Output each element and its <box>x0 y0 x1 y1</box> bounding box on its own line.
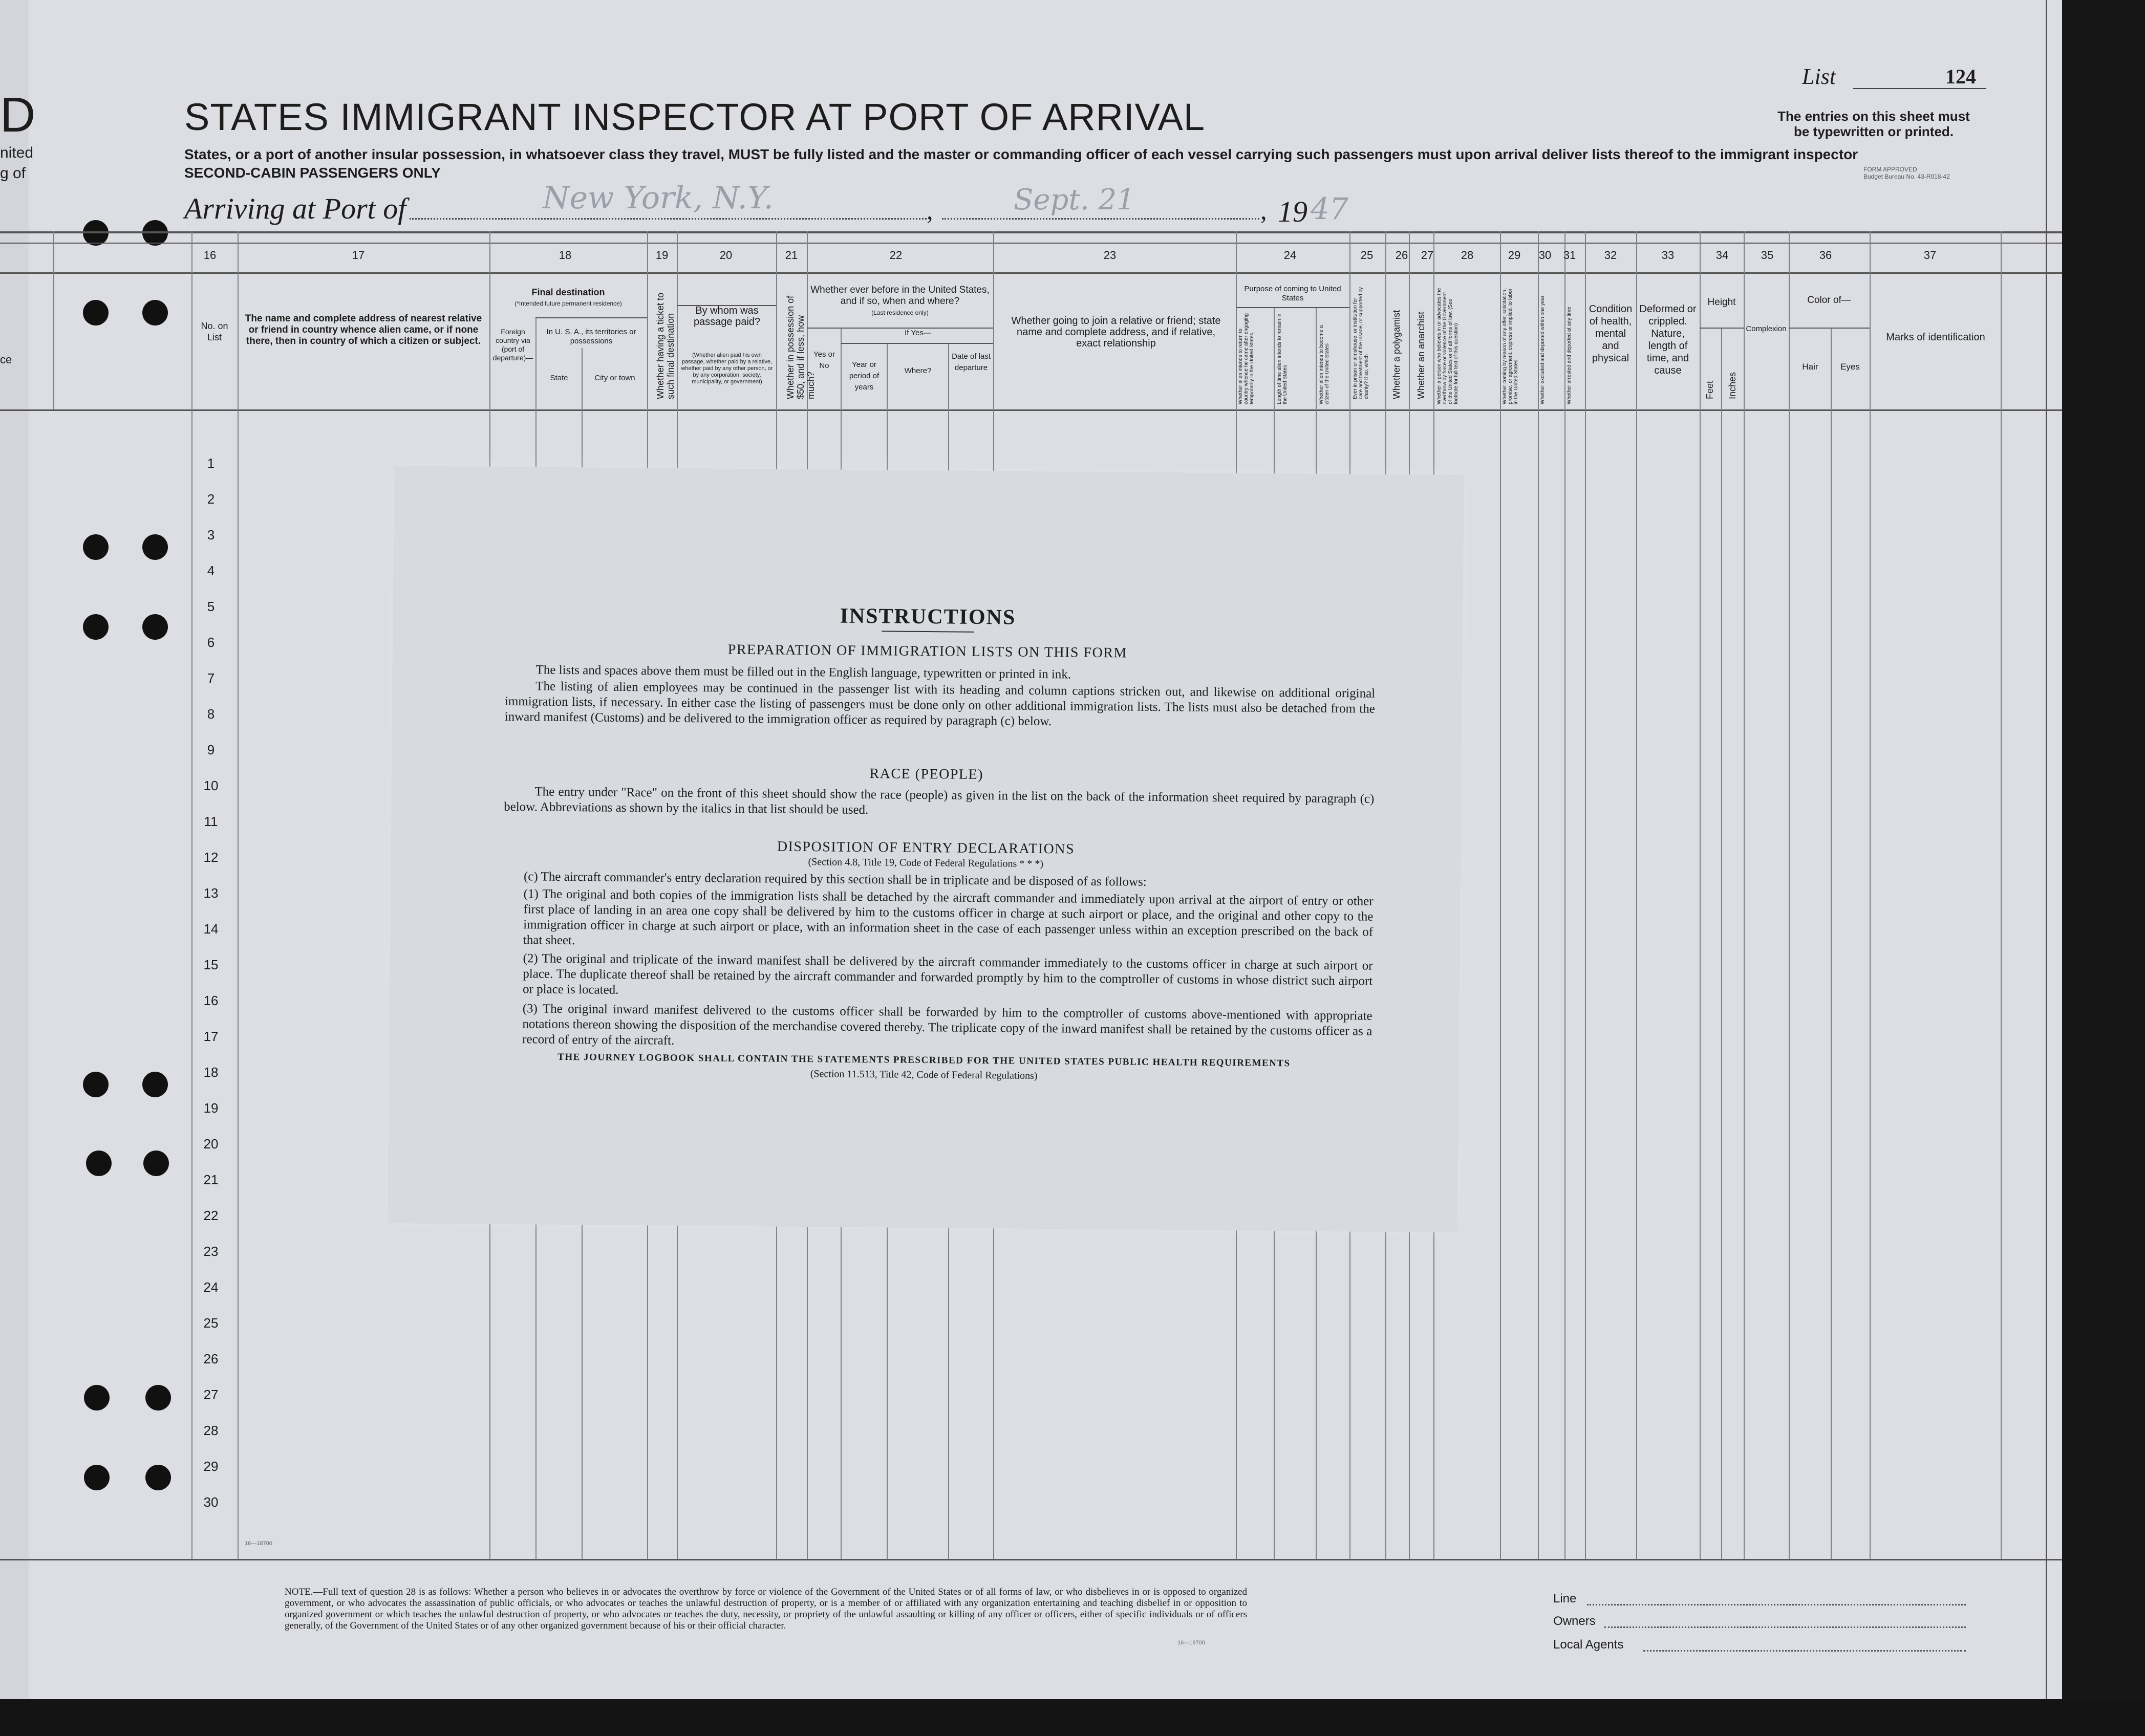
row-number: 6 <box>207 635 215 650</box>
header-final-destination-note: (*Intended future permanent residence) <box>514 300 622 307</box>
form-approved <box>1863 166 1950 180</box>
row-number: 10 <box>203 778 219 793</box>
section-disposition: DISPOSITION OF ENTRY DECLARATIONS <box>777 838 1075 857</box>
punch-hole <box>142 534 168 560</box>
column-number: 28 <box>1461 249 1474 262</box>
footnote-question-28: NOTE.—Full text of question 28 is as follows: Whether a person who believes in or advocates the overthrow by force or violence of the Government of the United States or of all forms of law, or who disbelieves in or is opposed to organized government, or who advocates the assassination of public officials, or who advocates or teaches the unlawful destruction of property, or is a member of or affiliated with any organization entertaining and teaching disbelief in or opposition to organized government or which teaches the unlawful destruction of property, or who advocates or teaches the duty, necessity, or propriety of the unlawful assaulting or killing of any officer or officers, either of specific individuals or of officers generally, of the Government of the United States or of any other organized government because of his or their official character. <box>285 1587 1247 1631</box>
row-number: 14 <box>203 921 219 937</box>
header-purpose-length: Length of time alien intends to remain in the United States <box>1277 313 1288 404</box>
row-number: 7 <box>207 670 215 686</box>
header-inches: Inches <box>1727 372 1738 399</box>
column-number: 22 <box>889 249 903 262</box>
column-number: 33 <box>1661 249 1675 262</box>
line-label: Line <box>1553 1592 1577 1605</box>
header-yes-or-no: Yes or No <box>813 350 835 370</box>
paragraph-c-3: (3) The original inward manifest delivered to the customs officer shall be forwarded by him to the comptroller of customs above-mentioned with appropriate notations thereon showing the disposition of the merchandise covered thereby. The triplicate copy of the inward manifest shall be retained by the customs officer as a record of entry of the aircraft. <box>522 1002 1372 1048</box>
row-number: 24 <box>203 1279 219 1295</box>
local-agents-label: Local Agents <box>1553 1638 1624 1652</box>
paragraph-2: The listing of alien employees may be continued in the passenger list with its heading and column captions stricken out, and likewise on additional original immigration lists, if necessary. In either case the listing of passengers must be done only on other additional immigration lists. The lists must also be detached from the inward manifest (Customs) and be delivered to the immigration officer as required by paragraph (c) below. <box>504 679 1376 729</box>
row-number: 20 <box>203 1136 219 1152</box>
column-number: 37 <box>1923 249 1937 262</box>
header-where: Where? <box>904 366 932 375</box>
heading-underline <box>882 631 974 633</box>
header-polygamist: Whether a polygamist <box>1391 310 1402 399</box>
section-race: RACE (PEOPLE) <box>869 766 984 783</box>
row-number: 23 <box>203 1244 219 1259</box>
header-marks: Marks of identification <box>1886 332 1985 343</box>
instructions-heading: INSTRUCTIONS <box>840 604 1016 630</box>
header-color: Color of— <box>1807 295 1851 306</box>
column-number: 26 <box>1395 249 1408 262</box>
row-number: 4 <box>207 563 215 578</box>
header-overthrow: Whether a person who believes in or advocates the overthrow by force or violence of the Government of the United States or of all forms of law. (See footnote for full text of this question) <box>1436 288 1459 404</box>
row-number: 19 <box>203 1100 219 1116</box>
row-number: 28 <box>203 1423 219 1438</box>
header-purpose-return: Whether alien intends to return to country whence he came after engaging temporarily in the United States <box>1238 313 1255 404</box>
header-no-on-list: No. on List <box>201 321 228 342</box>
header-eyes: Eyes <box>1840 362 1860 372</box>
column-number: 35 <box>1761 249 1774 262</box>
local-agents-field <box>1643 1650 1966 1652</box>
header-city: City or town <box>594 374 635 382</box>
column-rule <box>1538 231 1539 1559</box>
print-code-footer: 16—18700 <box>1177 1640 1205 1646</box>
punch-hole <box>83 300 109 326</box>
column-rule <box>1789 231 1790 1559</box>
column-number: 21 <box>785 249 798 262</box>
table-rule <box>0 243 2062 244</box>
row-number: 9 <box>207 742 215 757</box>
date-handwritten: Sept. 21 <box>1014 183 1135 216</box>
punch-hole <box>145 1385 171 1410</box>
column-rule <box>1700 231 1701 1559</box>
header-passage-paid: By whom was passage paid? <box>693 305 761 328</box>
left-fragment: nited <box>0 144 34 161</box>
list-number: 124 <box>1945 65 1976 88</box>
header-fifty-dollars: Whether in possession of $50, and if less, how much? <box>785 295 816 399</box>
header-ticket: Whether having a ticket to such final destination <box>655 292 676 399</box>
port-handwritten: New York, N.Y. <box>543 180 774 216</box>
column-rule <box>2001 231 2002 1559</box>
citation-disposition: (Section 4.8, Title 19, Code of Federal Regulations * * *) <box>808 856 1044 870</box>
form-approved-line: FORM APPROVED <box>1863 166 1917 173</box>
row-number: 15 <box>203 957 219 972</box>
column-number: 17 <box>352 249 365 262</box>
column-rule <box>53 231 54 409</box>
owners-label: Owners <box>1553 1614 1596 1628</box>
section-preparation: PREPARATION OF IMMIGRATION LISTS ON THIS FORM <box>727 641 1128 661</box>
column-number: 24 <box>1283 249 1297 262</box>
sub-rule <box>841 343 993 344</box>
row-number: 25 <box>203 1315 219 1331</box>
subtitle-line: States, or a port of another insular possession, in whatsoever class they travel, MUST be fully listed and the master or commanding officer of each vessel carrying such passengers must upon arrival deliver lists thereof to the immigrant inspector <box>184 146 1858 162</box>
sub-rule <box>1789 328 1870 329</box>
header-join-relative: Whether going to join a relative or friend; state name and complete address, and if relative, exact relationship <box>1011 315 1221 349</box>
paragraph-c-1: (1) The original and both copies of the immigration lists shall be detached by the aircraft commander and immediately upon arrival at the airport of entry or other first place of landing in an area one copy shall be delivered by him to the customs officer in charge at such airport or place, and the original and other copy to the immigration officer in charge at such airport or place, with an information sheet in the case of each passenger unless within an exception prescribed on the back of that sheet. <box>523 887 1374 948</box>
table-bottom-rule <box>0 1559 2062 1560</box>
row-number: 13 <box>203 885 219 901</box>
logbook-statement: THE JOURNEY LOGBOOK SHALL CONTAIN THE STATEMENTS PRESCRIBED FOR THE UNITED STATES PUBLIC HEALTH REQUIREMENTS <box>557 1051 1291 1069</box>
punch-hole <box>83 534 109 560</box>
column-rule <box>1870 231 1871 1559</box>
row-number: 29 <box>203 1459 219 1474</box>
left-margin-strip <box>0 0 29 1699</box>
paragraph-c: (c) The aircraft commander's entry declaration required by this section shall be in triplicate and be disposed of as follows: <box>523 870 1147 889</box>
row-number: 3 <box>207 527 215 542</box>
header-before-in-us: Whether ever before in the United States, and if so, when and where? <box>810 285 990 307</box>
sub-rule <box>1700 328 1744 329</box>
paragraph-1: The lists and spaces above them must be filled out in the English language, typewritten or printed in ink. <box>535 663 1071 682</box>
column-number: 29 <box>1508 249 1521 262</box>
header-labor-offer: Whether coming by reason of any offer, solicitation, promise, or agreement, express or implied, to labor in the United States <box>1502 288 1519 404</box>
header-deformed: Deformed or crippled. Nature, length of time, and cause <box>1639 303 1697 376</box>
comma: , <box>1260 196 1267 225</box>
arriving-label: Arriving at Port of <box>184 192 406 225</box>
sheet-right-rule <box>2046 0 2047 1699</box>
header-foreign-country: Foreign country via (port of departure)— <box>492 328 533 362</box>
column-number: 18 <box>559 249 572 262</box>
row-number: 18 <box>203 1065 219 1080</box>
header-health: Condition of health, mental and physical <box>1589 303 1633 364</box>
entries-note-line: be typewritten or printed. <box>1793 124 1954 139</box>
punch-hole <box>142 300 168 326</box>
row-number: 22 <box>203 1208 219 1223</box>
punch-hole <box>145 1465 171 1490</box>
header-relative-address: The name and complete address of nearest relative or friend in country whence alien came, or if none there, then in country of which a citizen or subject. <box>245 313 482 346</box>
header-hair: Hair <box>1802 362 1818 372</box>
scan-edge-bottom <box>0 1699 2145 1736</box>
column-rule <box>1564 231 1565 1559</box>
row-number: 8 <box>207 706 215 722</box>
table-top-rule <box>0 231 2062 233</box>
left-fragment: g of <box>0 165 26 182</box>
entries-note-line: The entries on this sheet must <box>1777 108 1970 124</box>
column-rule <box>191 231 192 1559</box>
column-rule <box>238 231 239 1559</box>
column-number: 36 <box>1819 249 1832 262</box>
punch-hole <box>142 1072 168 1097</box>
row-number: 27 <box>203 1387 219 1402</box>
scan-edge-right <box>2062 0 2145 1736</box>
header-year-period: Year or period of years <box>849 360 880 392</box>
header-state: State <box>550 374 568 382</box>
entries-note <box>1751 108 1997 139</box>
row-number: 21 <box>203 1172 219 1187</box>
row-number: 17 <box>203 1029 219 1044</box>
list-label: List <box>1802 64 1836 89</box>
punch-hole <box>84 1465 110 1490</box>
column-rule <box>1585 231 1586 1559</box>
column-rule <box>1744 231 1745 1559</box>
row-number: 1 <box>207 455 215 471</box>
header-height: Height <box>1707 297 1736 308</box>
instructions-panel <box>388 466 1464 1232</box>
punch-hole <box>143 1151 169 1176</box>
punch-hole <box>83 614 109 640</box>
table-rule <box>0 272 2062 274</box>
left-fragment: ce <box>0 353 12 366</box>
sub-rule <box>535 317 647 318</box>
page-title: STATES IMMIGRANT INSPECTOR AT PORT OF ARRIVAL <box>184 96 1206 138</box>
header-complexion: Complexion <box>1746 324 1787 333</box>
row-number: 16 <box>203 993 219 1008</box>
class-line: SECOND-CABIN PASSENGERS ONLY <box>184 165 441 181</box>
column-number: 30 <box>1538 249 1552 262</box>
column-number: 16 <box>203 249 217 262</box>
column-number: 20 <box>719 249 733 262</box>
paragraph-c-2: (2) The original and triplicate of the inward manifest shall be delivered by the aircraft commander immediately to the customs officer in charge at such airport or place. The duplicate thereof shall be retained by the aircraft commander and forwarded promptly by him to the comptroller of customs in whose district such airport or place is located. <box>522 951 1373 997</box>
year-printed: 19 <box>1278 195 1307 228</box>
punch-hole <box>84 1385 110 1410</box>
paragraph-3: The entry under "Race" on the front of this sheet should show the race (people) as given in the list on the back of the information sheet required by paragraph (c) below. Abbreviations as shown by the italics in that list should be used. <box>504 785 1375 817</box>
header-purpose-citizen: Whether alien intends to become a citizen of the United States <box>1319 325 1330 404</box>
row-number: 2 <box>207 491 215 507</box>
date-field-line <box>942 218 1259 220</box>
punch-hole <box>142 614 168 640</box>
header-excluded: Whether excluded and deported within one year <box>1540 295 1546 404</box>
column-number: 25 <box>1360 249 1374 262</box>
column-number: 31 <box>1563 249 1576 262</box>
header-purpose: Purpose of coming to United States <box>1244 285 1341 302</box>
column-number: 34 <box>1715 249 1729 262</box>
sub-rule <box>1236 307 1349 308</box>
header-if-yes: If Yes— <box>905 329 931 337</box>
header-bottom-rule <box>0 409 2062 411</box>
owners-field <box>1604 1626 1966 1628</box>
header-anarchist: Whether an anarchist <box>1416 311 1426 399</box>
punch-hole <box>83 1072 109 1097</box>
port-field-line <box>410 218 927 220</box>
row-number: 26 <box>203 1351 219 1366</box>
form-approved-line: Budget Bureau No. 43-R018-42 <box>1863 173 1950 180</box>
row-number: 11 <box>204 814 218 829</box>
column-rule <box>1831 328 1832 1559</box>
column-number: 19 <box>655 249 669 262</box>
header-feet: Feet <box>1705 380 1715 399</box>
header-passage-note: (Whether alien paid his own passage, whether paid by a relative, whether paid by any other person, or by any corporation, society, municipality, or government) <box>681 352 773 385</box>
row-number: 12 <box>203 850 219 865</box>
title-fragment: D <box>0 88 36 142</box>
header-before-note: (Last residence only) <box>871 309 929 316</box>
line-field <box>1587 1604 1966 1605</box>
header-date-departure: Date of last departure <box>952 352 991 372</box>
logbook-citation: (Section 11.513, Title 42, Code of Federal Regulations) <box>810 1068 1038 1082</box>
column-number: 27 <box>1421 249 1434 262</box>
print-code: 16—18700 <box>245 1540 272 1547</box>
header-usa: In U. S. A., its territories or possessions <box>546 328 636 345</box>
header-arrested: Whether arrested and deported at any time <box>1567 307 1572 404</box>
comma: , <box>927 196 933 225</box>
punch-hole <box>86 1151 112 1176</box>
row-number: 5 <box>207 599 215 614</box>
header-final-destination: Final destination <box>531 287 605 297</box>
column-rule <box>1721 328 1722 1559</box>
column-rule <box>1636 231 1637 1559</box>
column-rule <box>1500 231 1501 1559</box>
row-number: 30 <box>203 1494 219 1510</box>
column-number: 23 <box>1103 249 1117 262</box>
header-prison: Ever in prison or almshouse, or institution for care and treatment of the insane, or supported by charity? If so, which <box>1353 287 1369 399</box>
year-handwritten: 47 <box>1311 191 1348 226</box>
column-number: 32 <box>1604 249 1617 262</box>
